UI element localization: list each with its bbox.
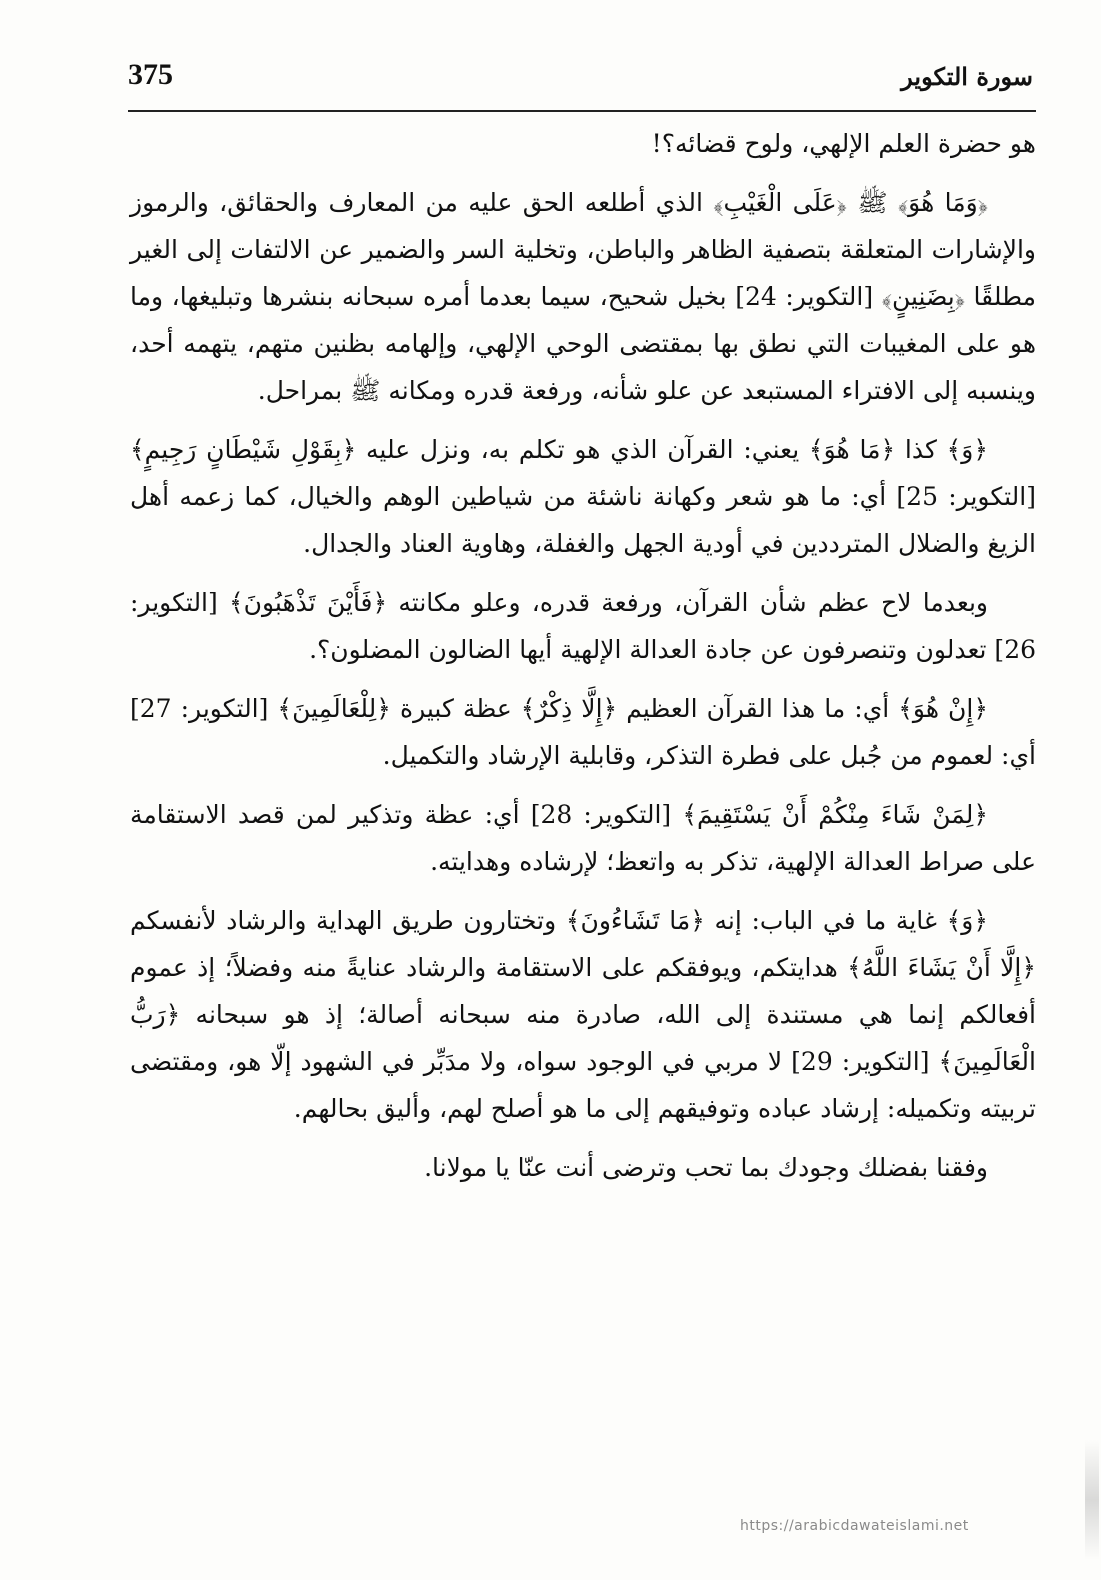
paragraph-2: ﴿وَمَا هُوَ﴾ ﷺ ﴿عَلَى الْغَيْبِ﴾ الذي أطلعه الحق عليه من المعارف والحقائق، والرموز والإشارات المتعلقة بتصفية الظاهر والباطن، وتخلية السر والضمير عن الالتفات إلى الغير مطلقًا ﴿بِضَنِينٍ﴾ [التكوير: 24] بخيل شحيح، سيما بعدما أمره سبحانه بنشرها وتبليغها، وما هو على المغيبات التي نطق بها بمقتضى الوحي الإلهي، وإلهامه بظنين متهم، يتهمه أحد، وينسبه إلى الافتراء المستبعد عن علو شأنه، ورفعة قدره ومكانه ﷺ بمراحل.	[130, 188, 1036, 405]
scan-edge-shadow	[1085, 1440, 1099, 1560]
paragraph-6: ﴿لِمَنْ شَاءَ مِنْكُمْ أَنْ يَسْتَقِيمَ﴾ [التكوير: 28] أي: عظة وتذكير لمن قصد الاستقامة على صراط العدالة الإلهية، تذكر به واتعظ؛ لإرشاده وهدايته.	[130, 800, 1036, 876]
site-watermark: https://arabicdawateislami.net	[740, 1518, 969, 1534]
surah-title: سورة التكوير	[901, 62, 1033, 91]
header-rule	[128, 110, 1036, 112]
paragraph-7: ﴿وَ﴾ غاية ما في الباب: إنه ﴿مَا تَشَاءُونَ﴾ وتختارون طريق الهداية والرشاد لأنفسكم ﴿إِلَّا أَنْ يَشَاءَ اللَّهُ﴾ هدايتكم، ويوفقكم على الاستقامة والرشاد عنايةً منه وفضلاً؛ إذ عموم أفعالكم إنما هي مستندة إلى الله، صادرة منه سبحانه أصالة؛ إذ هو سبحانه ﴿رَبُّ الْعَالَمِينَ﴾ [التكوير: 29] لا مربي في الوجود سواه، ولا مدَبِّر في الشهود إلّا هو، ومقتضى تربيته وتكميله: إرشاد عباده وتوفيقهم إلى ما هو أصلح لهم، وأليق بحالهم.	[130, 906, 1036, 1123]
closing-prayer: وفقنا بفضلك وجودك بما تحب وترضى أنت عنّا يا مولانا.	[424, 1153, 988, 1182]
page-header	[128, 58, 1033, 108]
paragraph-5: ﴿إِنْ هُوَ﴾ أي: ما هذا القرآن العظيم ﴿إِلَّا ذِكْرٌ﴾ عظة كبيرة ﴿لِلْعَالَمِينَ﴾ [التكوير: 27] أي: لعموم من جُبل على فطرة التذكر، وقابلية الإرشاد والتكميل.	[130, 694, 1036, 770]
paragraph-3: ﴿وَ﴾ كذا ﴿مَا هُوَ﴾ يعني: القرآن الذي هو تكلم به، ونزل عليه ﴿بِقَوْلِ شَيْطَانٍ رَجِيمٍ﴾ [التكوير: 25] أي: ما هو شعر وكهانة ناشئة من شياطين الوهم والخيال، كما زعمه أهل الزيغ والضلال المترددين في أودية الجهل والغفلة، وهاوية العناد والجدال.	[130, 435, 1036, 558]
paragraph-4: وبعدما لاح عظم شأن القرآن، ورفعة قدره، وعلو مكانته ﴿فَأَيْنَ تَذْهَبُونَ﴾ [التكوير: 26] تعدلون وتنصرفون عن جادة العدالة الإلهية أيها الضالون المضلون؟.	[130, 588, 1036, 664]
paragraph-1: هو حضرة العلم الإلهي، ولوح قضائه؟!	[651, 129, 1036, 158]
page-number: 375	[128, 58, 173, 91]
page-body	[130, 120, 1036, 1191]
